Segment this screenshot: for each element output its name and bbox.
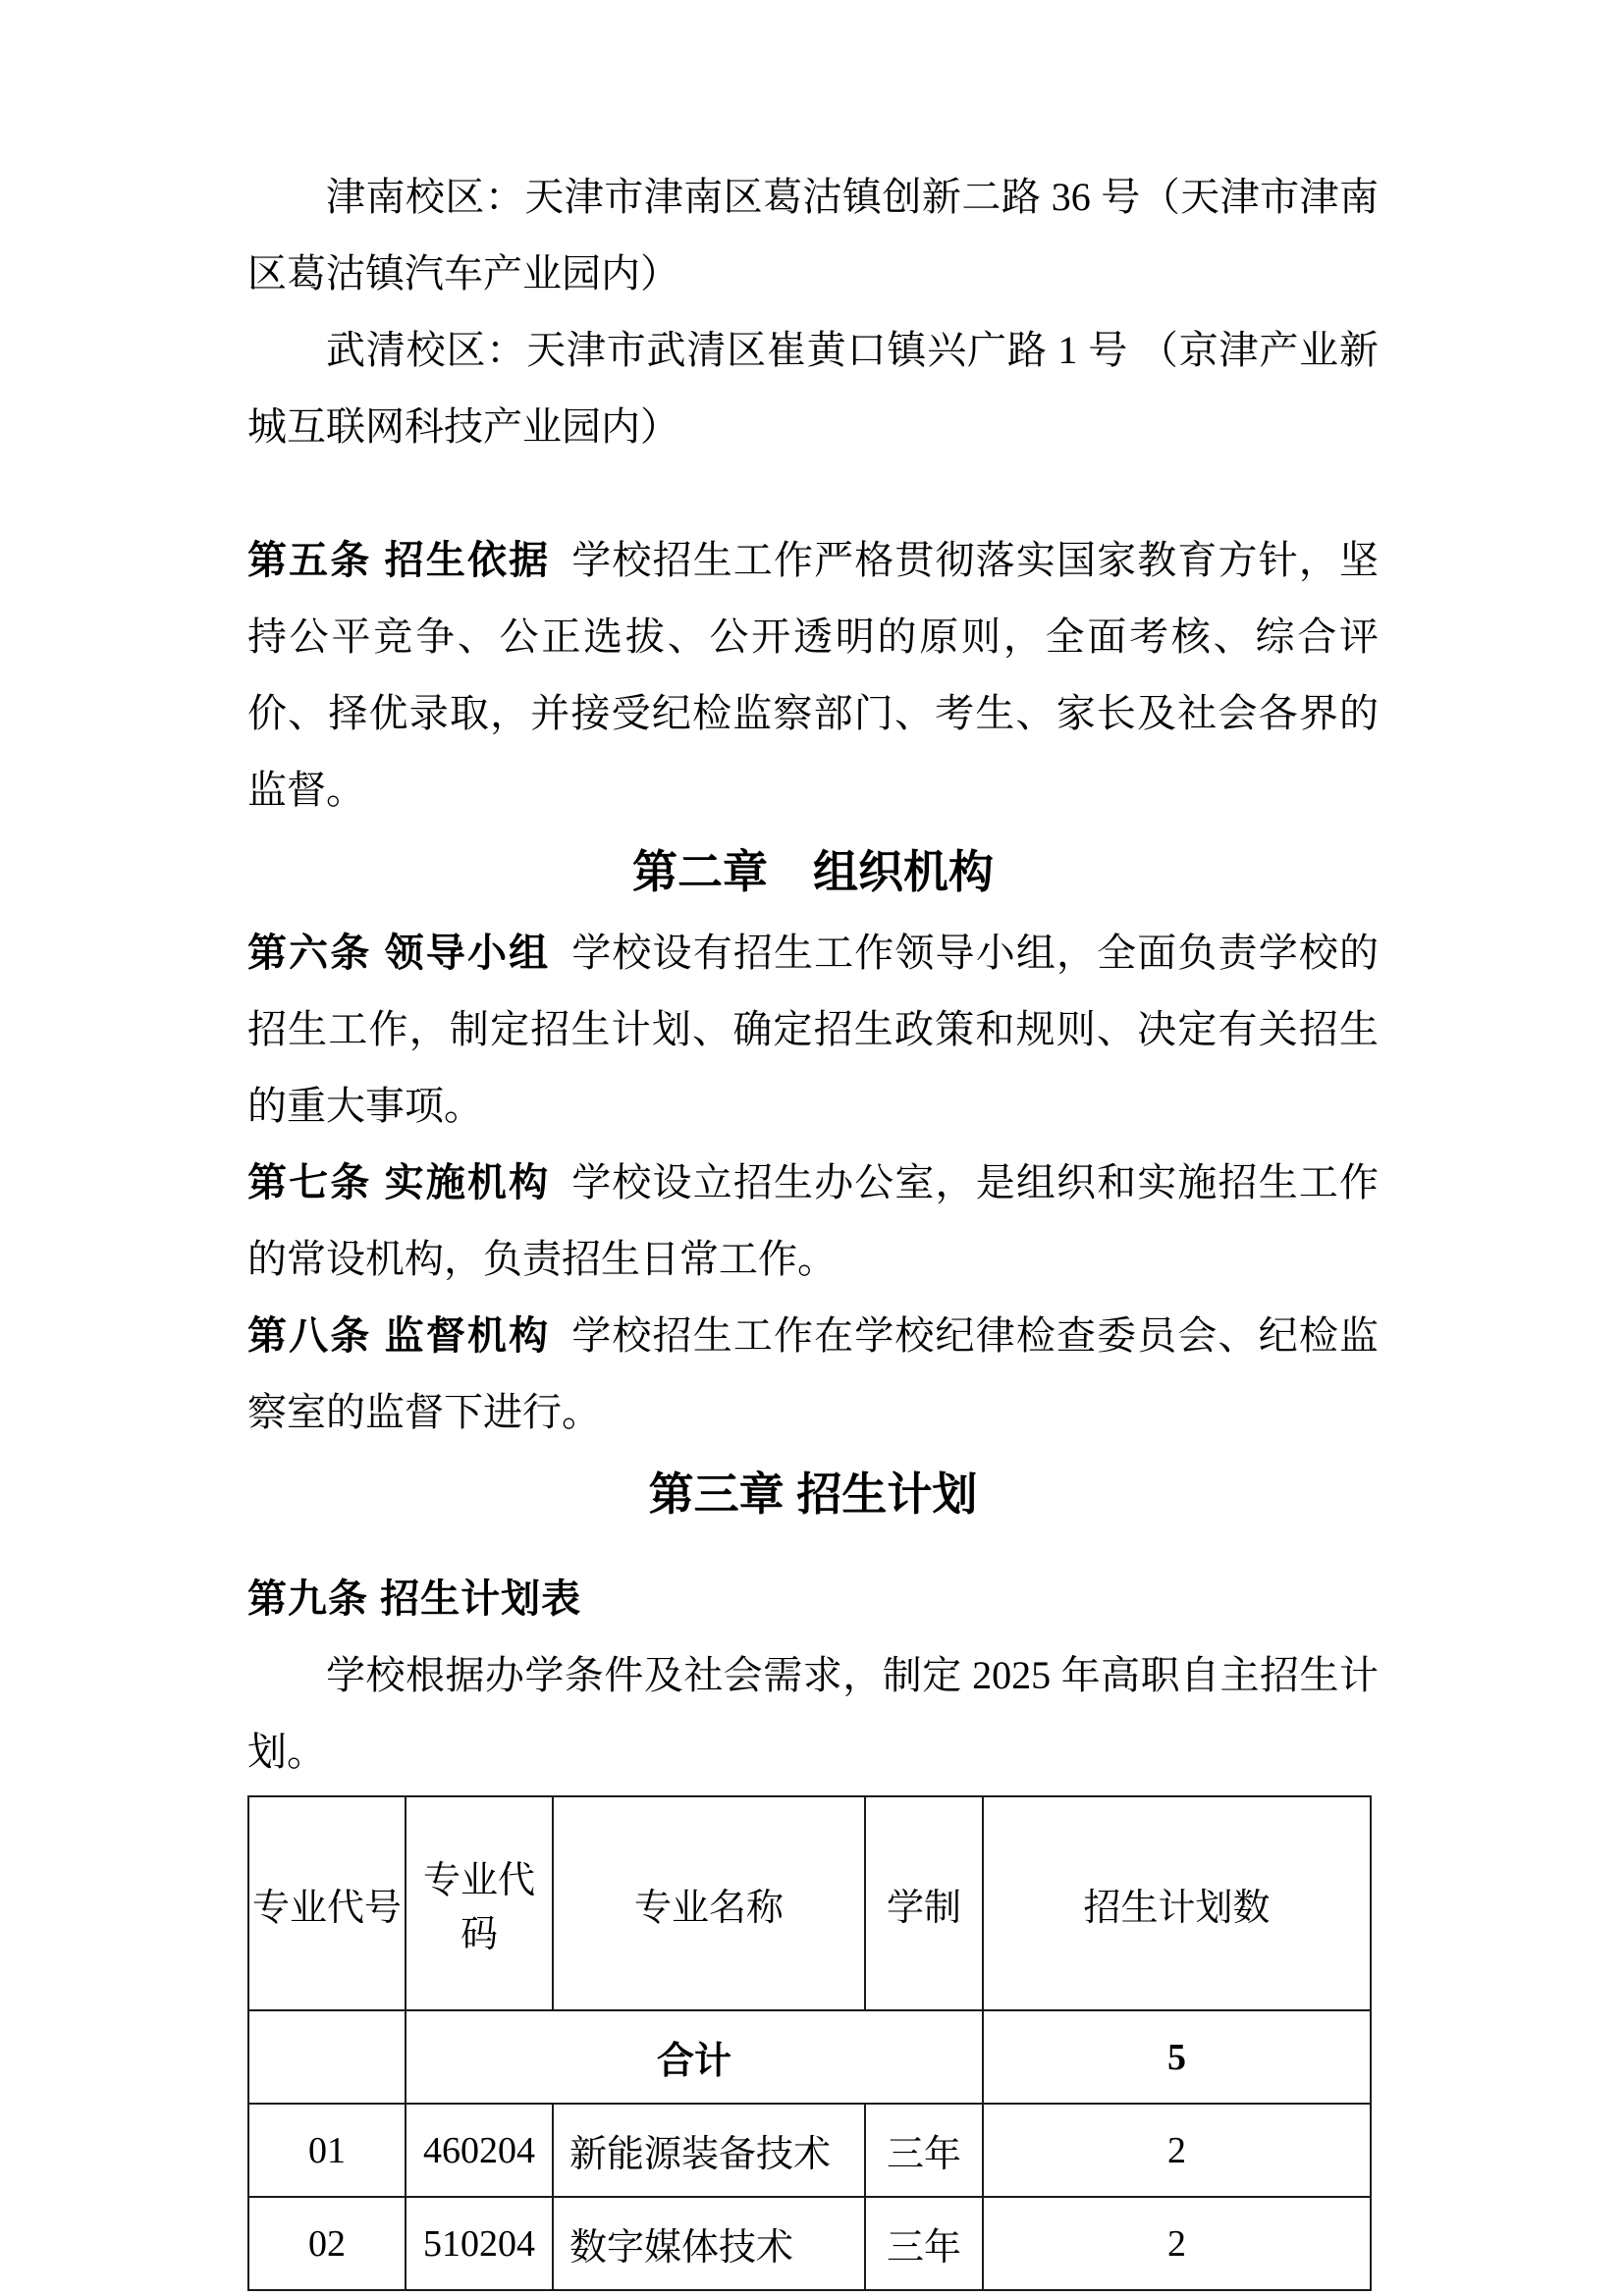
paragraph-article-5 bbox=[247, 522, 1379, 828]
enrollment-plan-table bbox=[247, 1795, 1372, 2291]
paragraph-plan-intro: 学校根据办学条件及社会需求，制定 2025 年高职自主招生计划。 bbox=[247, 1653, 1379, 1774]
paragraph-article-6 bbox=[247, 915, 1379, 1145]
total-value-cell: 5 bbox=[983, 2010, 1371, 2104]
header-major-name: 专业名称 bbox=[553, 1796, 865, 2010]
cell-schooling-years: 三年 bbox=[865, 2197, 983, 2290]
cell-major-code: 510204 bbox=[406, 2197, 553, 2290]
article-9-title: 第九条 招生计划表 bbox=[247, 1577, 582, 1621]
article-6-body: 学校设有招生工作领导小组，全面负责学校的招生工作，制定招生计划、确定招生政策和规则、决定有关招生的重大事项。 bbox=[247, 931, 1379, 1128]
paragraph-wuqing-campus-address: 武清校区：天津市武清区崔黄口镇兴广路 1 号 （京津产业新城互联网科技产业园内） bbox=[247, 328, 1379, 449]
article-8-body: 学校招生工作在学校纪律检查委员会、纪检监察室的监督下进行。 bbox=[247, 1313, 1379, 1434]
article-6-title: 第六条 领导小组 bbox=[247, 932, 551, 975]
header-plan-count: 招生计划数 bbox=[983, 1796, 1371, 2010]
cell-major-number: 01 bbox=[248, 2104, 406, 2197]
table-header-row bbox=[248, 1796, 1371, 2010]
table-row bbox=[248, 2197, 1371, 2290]
cell-major-name: 数字媒体技术 bbox=[553, 2197, 865, 2290]
article-7-body: 学校设立招生办公室，是组织和实施招生工作的常设机构，负责招生日常工作。 bbox=[247, 1160, 1379, 1281]
cell-major-number: 02 bbox=[248, 2197, 406, 2290]
cell-major-name: 新能源装备技术 bbox=[553, 2104, 865, 2197]
table-total-row bbox=[248, 2010, 1371, 2104]
table-row bbox=[248, 2104, 1371, 2197]
cell-plan-count: 2 bbox=[983, 2104, 1371, 2197]
article-5-title: 第五条 招生依据 bbox=[247, 539, 551, 582]
cell-plan-count: 2 bbox=[983, 2197, 1371, 2290]
article-8-title: 第八条 监督机构 bbox=[247, 1314, 551, 1358]
article-5-body: 学校招生工作严格贯彻落实国家教育方针，坚持公平竞争、公正选拔、公开透明的原则，全面考核、综合评价、择优录取，并接受纪检监察部门、考生、家长及社会各界的监督。 bbox=[247, 538, 1379, 812]
paragraph-jinnan-campus-address: 津南校区：天津市津南区葛沽镇创新二路 36 号（天津市津南区葛沽镇汽车产业园内） bbox=[247, 175, 1379, 295]
header-major-number: 专业代号 bbox=[248, 1796, 406, 2010]
cell-major-code: 460204 bbox=[406, 2104, 553, 2197]
header-major-code: 专业代码 bbox=[406, 1796, 553, 2010]
paragraph-article-7 bbox=[247, 1145, 1379, 1298]
total-label-cell: 合计 bbox=[406, 2010, 983, 2104]
chapter-3-heading: 第三章 招生计划 bbox=[648, 1468, 978, 1520]
total-row-empty-cell bbox=[248, 2010, 406, 2104]
article-7-title: 第七条 实施机构 bbox=[247, 1161, 551, 1204]
paragraph-article-8 bbox=[247, 1298, 1379, 1451]
chapter-2-heading: 第二章 组织机构 bbox=[632, 846, 994, 897]
header-schooling-years: 学制 bbox=[865, 1796, 983, 2010]
cell-schooling-years: 三年 bbox=[865, 2104, 983, 2197]
